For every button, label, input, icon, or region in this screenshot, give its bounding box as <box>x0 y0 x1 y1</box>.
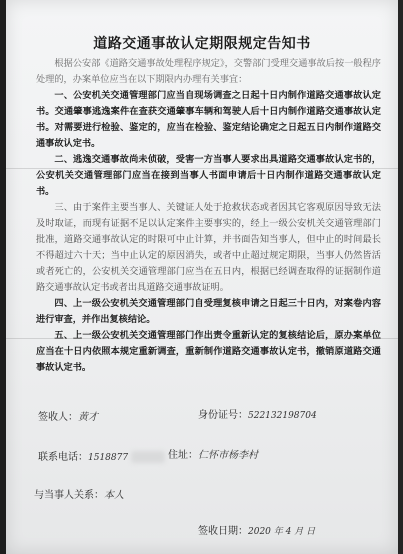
phone-label: 联系电话： <box>38 452 88 463</box>
relation-label: 与当事人关系： <box>34 490 104 501</box>
photo-border-right <box>398 0 403 554</box>
address-row <box>168 446 258 461</box>
date-label: 签收日期： <box>198 526 248 537</box>
paragraph-3: 三、由于案件主要当事人、关键证人处于抢救状态或者因其它客观原因导致无法及时取证，而现有证据不足以认定案件主要事实的，经上一级公安机关交通管理部门批准，道路交通事故认定的时限可中止计算，并书面告知当事人，但中止的时间最长不得超过六十天；当中止认定的原因消失，或者中止超过规定期限，当事人仍然皆活或者死亡的，公安机关交通管理部门应当在五日内，根据已经调查取得的证据制作道路交通事故认定书或者出具道路交通事故证明。 <box>36 202 381 293</box>
signer-signature: 黄才 <box>78 412 98 423</box>
paragraph-5: 五、上一级公安机关交通管理部门作出责令重新认定的复核结论后，原办案单位应当在十日内依照本规定重新调查，重新制作道路交通事故认定书，撤销原道路交通事故认定书。 <box>36 330 381 373</box>
paragraph-2: 二、逃逸交通事故尚未侦破，受害一方当事人要求出具道路交通事故认定书的，公安机关交通管理部门应当在接到当事人书面申请后十日内制作道路交通事故认定书。 <box>36 154 381 197</box>
signer-row <box>38 408 98 423</box>
paragraph-1: 一、公安机关交通管理部门应当自现场调查之日起十日内制作道路交通事故认定书。交通肇事逃逸案件在查获交通肇事车辆和驾驶人后十日内制作道路交通事故认定书。对需要进行检验、鉴定的，应当在检验、鉴定结论确定之日起五日内制作道路交通事故认定书。 <box>36 90 381 149</box>
date-row <box>198 522 315 537</box>
phone-row <box>38 448 165 463</box>
id-value: 522132198704 <box>248 411 317 421</box>
date-value: 2020 年 4 月 日 <box>248 527 316 537</box>
notice-document <box>6 0 398 554</box>
phone-value: 1518877 <box>88 453 129 463</box>
address-value: 仁怀市杨李村 <box>198 450 258 461</box>
signer-label: 签收人： <box>38 412 78 423</box>
paragraph-4: 四、上一级公安机关交通管理部门自受理复核申请之日起三十日内，对案卷内容进行审查，并作出复核结论。 <box>36 298 381 325</box>
relation-value: 本人 <box>104 490 124 501</box>
id-row <box>198 406 317 421</box>
relation-row <box>34 486 124 501</box>
intro-paragraph: 根据公安部《道路交通事故处理程序规定》，交警部门受理交通事故后按一般程序处理的，办案单位应当在以下期限内办理有关事宜： <box>36 58 381 85</box>
document-body <box>36 56 381 376</box>
address-label: 住址： <box>168 450 198 461</box>
redacted-area <box>131 451 165 463</box>
document-title: 道路交通事故认定期限规定告知书 <box>93 36 311 52</box>
id-label: 身份证号： <box>198 410 248 421</box>
